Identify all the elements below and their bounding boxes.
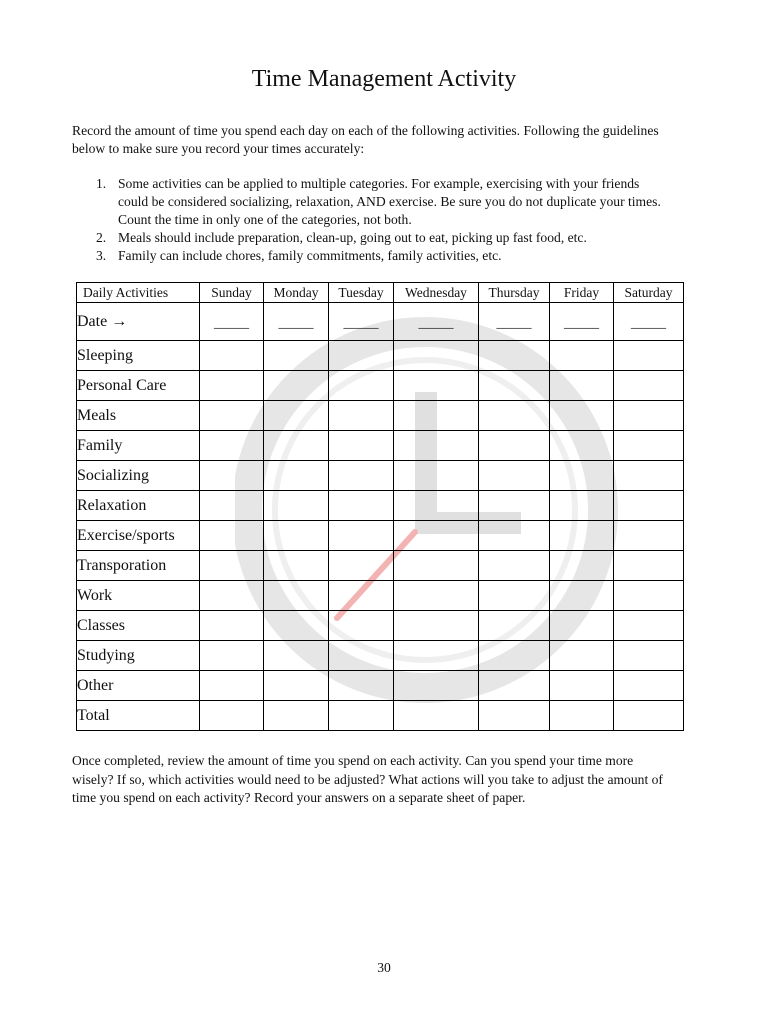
guideline-text: Meals should include preparation, clean-up, going out to eat, picking up fast food, etc.: [118, 230, 587, 245]
time-entry-cell[interactable]: [264, 401, 329, 431]
activity-log-table: [76, 282, 684, 731]
table-row: [77, 551, 684, 581]
guideline-text: Family can include chores, family commitments, family activities, etc.: [118, 248, 502, 263]
activity-name: Other: [77, 671, 200, 701]
time-entry-cell[interactable]: [264, 701, 329, 731]
time-entry-cell[interactable]: [479, 521, 550, 551]
date-cell-saturday[interactable]: [614, 303, 684, 341]
header-wednesday: Wednesday: [394, 283, 479, 303]
activity-name: Classes: [77, 611, 200, 641]
closing-instructions: Once completed, review the amount of time you spend on each activity. Can you spend your time more wisely? If so, which activities would need to be adjusted? What actions will you take to adjust the amount of time you spend on each activity? Record your answers on a separate sheet of paper.: [72, 753, 663, 805]
table-row: [77, 491, 684, 521]
guideline-item: [72, 247, 672, 265]
time-entry-cell[interactable]: [394, 671, 479, 701]
table-row: [77, 611, 684, 641]
time-entry-cell[interactable]: [614, 581, 684, 611]
date-blank: _____: [496, 315, 532, 331]
header-friday: Friday: [550, 283, 614, 303]
time-entry-cell[interactable]: [264, 641, 329, 671]
intro-text: Record the amount of time you spend each day on each of the following activities. Following the guidelines below to make sure you record your times accurately:: [72, 123, 659, 156]
time-entry-cell[interactable]: [550, 341, 614, 371]
time-entry-cell[interactable]: [200, 581, 264, 611]
time-entry-cell[interactable]: [394, 551, 479, 581]
guideline-text: Some activities can be applied to multiple categories. For example, exercising with your friends could be considered socializing, relaxation, AND exercise. Be sure you do not duplicate your times. Count the time in only one of the categories, not both.: [118, 176, 661, 227]
table-row: [77, 401, 684, 431]
time-entry-cell[interactable]: [200, 521, 264, 551]
time-entry-cell[interactable]: [329, 521, 394, 551]
time-entry-cell[interactable]: [479, 371, 550, 401]
date-cell-thursday[interactable]: [479, 303, 550, 341]
table-row: [77, 461, 684, 491]
time-entry-cell[interactable]: [550, 671, 614, 701]
time-entry-cell[interactable]: [479, 341, 550, 371]
time-entry-cell[interactable]: [329, 431, 394, 461]
guidelines-list: [72, 175, 672, 265]
table-header-row: [77, 283, 684, 303]
date-cell-monday[interactable]: [264, 303, 329, 341]
time-entry-cell[interactable]: [264, 341, 329, 371]
time-entry-cell[interactable]: [550, 491, 614, 521]
time-entry-cell[interactable]: [329, 401, 394, 431]
date-blank: _____: [278, 315, 314, 331]
time-entry-cell[interactable]: [614, 551, 684, 581]
time-entry-cell[interactable]: [550, 461, 614, 491]
time-entry-cell[interactable]: [614, 521, 684, 551]
time-entry-cell[interactable]: [394, 371, 479, 401]
time-entry-cell[interactable]: [479, 611, 550, 641]
time-entry-cell[interactable]: [200, 641, 264, 671]
date-cell-tuesday[interactable]: [329, 303, 394, 341]
time-entry-cell[interactable]: [614, 641, 684, 671]
time-entry-cell[interactable]: [394, 521, 479, 551]
table-row: [77, 581, 684, 611]
table-row: [77, 521, 684, 551]
time-entry-cell[interactable]: [614, 491, 684, 521]
time-entry-cell[interactable]: [614, 401, 684, 431]
time-entry-cell[interactable]: [329, 371, 394, 401]
time-entry-cell[interactable]: [550, 371, 614, 401]
activity-name: Socializing: [77, 461, 200, 491]
time-entry-cell[interactable]: [479, 701, 550, 731]
time-entry-cell[interactable]: [329, 461, 394, 491]
table-row: [77, 341, 684, 371]
time-entry-cell[interactable]: [479, 491, 550, 521]
time-entry-cell[interactable]: [550, 701, 614, 731]
header-sunday: Sunday: [200, 283, 264, 303]
activity-name: Personal Care: [77, 371, 200, 401]
time-entry-cell[interactable]: [200, 671, 264, 701]
time-entry-cell[interactable]: [550, 521, 614, 551]
time-entry-cell[interactable]: [329, 641, 394, 671]
table-row: [77, 671, 684, 701]
guideline-item: [72, 175, 672, 229]
time-entry-cell[interactable]: [329, 701, 394, 731]
header-daily-activities: Daily Activities: [77, 283, 200, 303]
time-entry-cell[interactable]: [394, 581, 479, 611]
activity-name: Meals: [77, 401, 200, 431]
activity-name: Transporation: [77, 551, 200, 581]
time-entry-cell[interactable]: [479, 431, 550, 461]
time-entry-cell[interactable]: [479, 461, 550, 491]
header-thursday: Thursday: [479, 283, 550, 303]
time-entry-cell[interactable]: [200, 431, 264, 461]
time-entry-cell[interactable]: [394, 431, 479, 461]
activity-rows: [77, 341, 684, 731]
activity-name: Studying: [77, 641, 200, 671]
time-entry-cell[interactable]: [200, 371, 264, 401]
time-entry-cell[interactable]: [550, 611, 614, 641]
time-entry-cell[interactable]: [550, 581, 614, 611]
time-entry-cell[interactable]: [394, 491, 479, 521]
time-entry-cell[interactable]: [264, 671, 329, 701]
header-monday: Monday: [264, 283, 329, 303]
time-entry-cell[interactable]: [550, 401, 614, 431]
time-entry-cell[interactable]: [329, 671, 394, 701]
time-entry-cell[interactable]: [264, 611, 329, 641]
date-blank: _____: [564, 315, 599, 331]
activity-name: Exercise/sports: [77, 521, 200, 551]
time-entry-cell[interactable]: [394, 611, 479, 641]
guideline-number: 1.: [96, 176, 107, 191]
time-entry-cell[interactable]: [200, 461, 264, 491]
table-row: [77, 371, 684, 401]
date-blank: _____: [418, 315, 454, 331]
time-entry-cell[interactable]: [550, 641, 614, 671]
date-cell-friday[interactable]: [550, 303, 614, 341]
time-entry-cell[interactable]: [479, 551, 550, 581]
date-blank: _____: [631, 315, 666, 331]
time-entry-cell[interactable]: [264, 371, 329, 401]
date-blank: _____: [214, 315, 249, 331]
time-entry-cell[interactable]: [479, 581, 550, 611]
time-entry-cell[interactable]: [264, 491, 329, 521]
time-entry-cell[interactable]: [614, 701, 684, 731]
page-number: 30: [377, 960, 391, 975]
time-entry-cell[interactable]: [614, 341, 684, 371]
time-entry-cell[interactable]: [394, 341, 479, 371]
activity-name: Relaxation: [77, 491, 200, 521]
activity-name: Family: [77, 431, 200, 461]
time-entry-cell[interactable]: [479, 401, 550, 431]
table-row: [77, 641, 684, 671]
time-entry-cell[interactable]: [264, 431, 329, 461]
date-cell-wednesday[interactable]: [394, 303, 479, 341]
time-entry-cell[interactable]: [394, 401, 479, 431]
time-entry-cell[interactable]: [394, 641, 479, 671]
time-entry-cell[interactable]: [550, 551, 614, 581]
time-entry-cell[interactable]: [394, 701, 479, 731]
guideline-number: 3.: [96, 248, 107, 263]
time-entry-cell[interactable]: [614, 461, 684, 491]
activity-name: Work: [77, 581, 200, 611]
time-entry-cell[interactable]: [200, 611, 264, 641]
time-entry-cell[interactable]: [200, 701, 264, 731]
time-entry-cell[interactable]: [479, 671, 550, 701]
table-row: [77, 431, 684, 461]
time-entry-cell[interactable]: [394, 461, 479, 491]
time-entry-cell[interactable]: [329, 611, 394, 641]
time-entry-cell[interactable]: [200, 401, 264, 431]
time-entry-cell[interactable]: [200, 341, 264, 371]
time-entry-cell[interactable]: [550, 431, 614, 461]
time-entry-cell[interactable]: [200, 491, 264, 521]
date-blank: _____: [343, 315, 379, 331]
time-entry-cell[interactable]: [264, 521, 329, 551]
time-entry-cell[interactable]: [614, 431, 684, 461]
time-entry-cell[interactable]: [329, 341, 394, 371]
header-saturday: Saturday: [614, 283, 684, 303]
activity-name: Total: [77, 701, 200, 731]
time-entry-cell[interactable]: [329, 551, 394, 581]
header-tuesday: Tuesday: [329, 283, 394, 303]
page-title: Time Management Activity: [251, 66, 517, 92]
time-entry-cell[interactable]: [479, 641, 550, 671]
time-entry-cell[interactable]: [329, 491, 394, 521]
table-row: [77, 701, 684, 731]
time-entry-cell[interactable]: [614, 611, 684, 641]
guideline-number: 2.: [96, 230, 107, 245]
guideline-item: [72, 229, 672, 247]
date-cell-sunday[interactable]: [200, 303, 264, 341]
time-entry-cell[interactable]: [264, 461, 329, 491]
time-entry-cell[interactable]: [200, 551, 264, 581]
time-entry-cell[interactable]: [614, 671, 684, 701]
date-row: [77, 303, 684, 341]
date-label: Date →: [77, 303, 200, 341]
time-entry-cell[interactable]: [264, 551, 329, 581]
activity-name: Sleeping: [77, 341, 200, 371]
time-entry-cell[interactable]: [614, 371, 684, 401]
time-entry-cell[interactable]: [264, 581, 329, 611]
time-entry-cell[interactable]: [329, 581, 394, 611]
